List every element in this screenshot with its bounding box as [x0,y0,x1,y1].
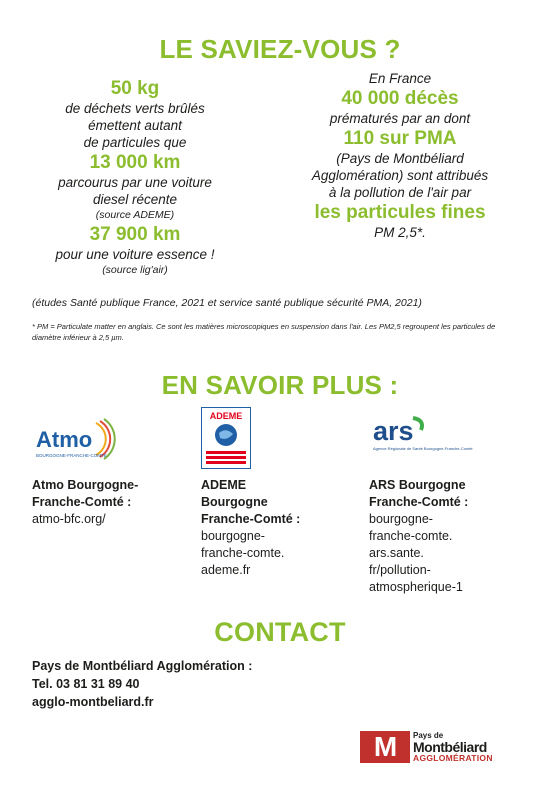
stat-37900km: 37 900 km [89,224,181,245]
fact-text: parcourus par une voiture [58,175,212,190]
source-ligair: (source lig'air) [102,264,168,276]
fact-intro: En France [368,71,432,86]
org-ars [369,405,519,596]
logo-text-line: AGGLOMÉRATION [413,752,493,763]
section-title-contact: CONTACT [214,617,346,647]
org-name: Bourgogne [201,495,268,509]
left-facts [30,77,240,278]
fact-text: émettent autant [88,118,182,133]
org-link[interactable]: bourgogne- [201,529,265,543]
fact-text: de particules que [83,135,187,150]
org-link[interactable]: atmospherique-1 [369,580,463,594]
stat-110-pma: 110 sur PMA [343,128,457,149]
montbeliard-agglomeration-logo [360,731,493,763]
ademe-logo [201,405,331,471]
stat-particules-fines: les particules fines [314,202,486,223]
org-name: Franche-Comté : [32,495,132,509]
footnote: * PM = Particulate matter en anglais. Ce sont les matières microscopiques en suspension dans l'air. Les PM2,5 regroupent les particules de diamètre inférieur à 2,5 µm. [32,322,496,342]
svg-text:ADEME: ADEME [209,411,243,421]
org-link[interactable]: atmo-bfc.org/ [32,512,106,526]
stat-50kg: 50 kg [110,78,160,99]
org-name: Atmo Bourgogne- [32,478,139,492]
contact-block [32,657,252,711]
org-link[interactable]: bourgogne- [369,512,433,526]
stat-40000-deces: 40 000 décès [341,88,459,109]
fact-text: à la pollution de l'air par [328,185,472,200]
svg-text:Agence Régionale de Santé Bour: Agence Régionale de Santé Bourgogne-Franche-Comté [373,446,473,451]
org-name: Franche-Comté : [201,512,301,526]
org-name: Franche-Comté : [369,495,469,509]
ars-logo [369,405,519,471]
org-atmo [32,405,172,528]
org-link[interactable]: franche-comte. [369,529,453,543]
svg-text:Atmo: Atmo [36,427,93,452]
org-link[interactable]: ademe.fr [201,563,251,577]
org-link[interactable]: fr/pollution- [369,563,431,577]
contact-phone[interactable]: Tel. 03 81 31 89 40 [32,677,140,691]
contact-org: Pays de Montbéliard Agglomération : [32,659,253,673]
svg-text:BOURGOGNE-FRANCHE-COMTÉ: BOURGOGNE-FRANCHE-COMTÉ [36,453,107,458]
stat-13000km: 13 000 km [89,152,181,173]
right-facts [280,70,520,241]
fact-text: PM 2,5*. [374,225,426,240]
fact-text: de déchets verts brûlés [65,101,205,116]
org-link[interactable]: franche-comte. [201,546,285,560]
contact-website[interactable]: agglo-montbeliard.fr [32,695,154,709]
org-link[interactable]: ars.sante. [369,546,424,560]
logo-text-line: Montbéliard [413,738,487,755]
m-logo-mark: M [360,731,410,763]
fact-text: diesel récente [92,192,178,207]
source-ademe: (source ADEME) [95,209,175,221]
section-title-en-savoir-plus: EN SAVOIR PLUS : [161,370,399,400]
fact-text: (Pays de Montbéliard [336,151,464,166]
logo-text-line: Pays de [413,730,444,740]
org-name: ARS Bourgogne [369,478,466,492]
atmo-logo [32,405,172,471]
fact-text: Agglomération) sont attribués [311,168,489,183]
svg-text:ars: ars [373,416,414,446]
studies-source: (études Santé publique France, 2021 et service santé publique sécurité PMA, 2021) [32,297,422,309]
section-title-saviez-vous: LE SAVIEZ-VOUS ? [159,34,401,64]
fact-text: pour une voiture essence ! [55,247,215,262]
fact-text: prématurés par an dont [329,111,471,126]
org-ademe [201,405,331,579]
org-name: ADEME [201,478,247,492]
